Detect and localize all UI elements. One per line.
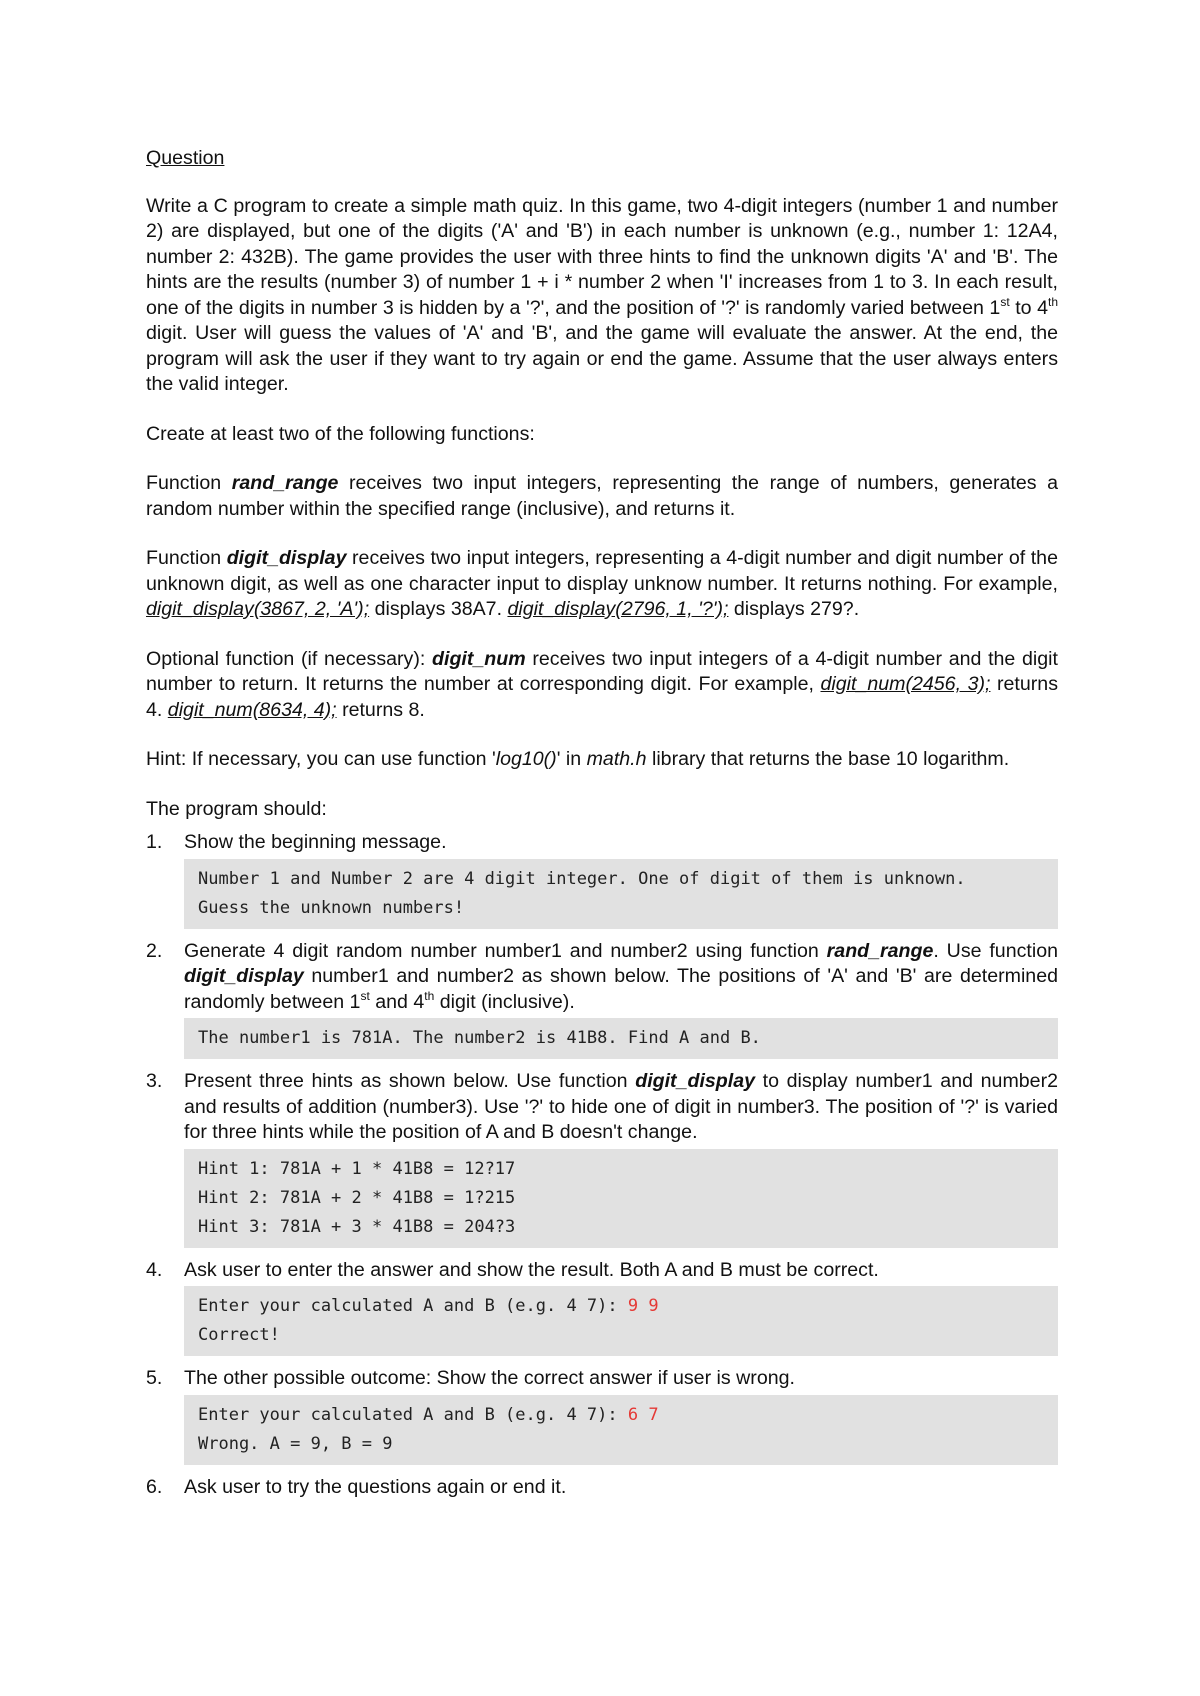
code-line: Correct! (198, 1325, 280, 1345)
code-line: Hint 1: 781A + 1 * 41B8 = 12?17 (198, 1158, 516, 1179)
text: Present three hints as shown below. Use function (184, 1070, 636, 1092)
function-name: digit_display (226, 547, 347, 569)
example-call: digit_num(8634, 4); (167, 698, 337, 721)
prompt-text: Enter your calculated A and B (e.g. 4 7): (198, 1296, 628, 1316)
functions-intro: Create at least two of the following functions: (146, 422, 535, 445)
text: Function (146, 547, 227, 569)
step-number: 4. (146, 1258, 163, 1281)
text: receives two input integers, representing the range of numbers, generates a random number within the specified range (inclusive), and returns it. (146, 472, 1058, 520)
code-block-hints (184, 1149, 1058, 1248)
step-number: 1. (146, 831, 163, 853)
intro-text: digit. User will guess the values of 'A' and 'B', and the game will evaluate the answer. At the end, the program will ask the user if they want to try again or end the game. Assume that the user always enters the valid integer. (146, 322, 1058, 395)
function-name: log10() (495, 748, 557, 770)
step-4 (146, 1258, 1058, 1357)
step-text (184, 1069, 1058, 1146)
text: Generate 4 digit random number number1 and number2 using function (184, 939, 827, 962)
text: displays 38A7. (369, 598, 508, 620)
text: . Use function (933, 939, 1058, 962)
step-1 (146, 830, 1058, 929)
intro-text: Write a C program to create a simple math quiz. In this game, two 4-digit integers (number 1 and number 2) are displayed, but one of the digits ('A' and 'B') in each number is unknown (e.g., number 1: 12A4, number 2: 432B). The game provides the user with three hints to find the unknown digits 'A' and 'B'. The hints are the results (number 3) of number 1 + i * number 2 when 'I' increases from 1 to 3. In each result, one of the digits in number 3 is hidden by a '?', and the position of '?' is randomly varied between 1 (146, 194, 1058, 319)
step-number: 2. (146, 939, 163, 962)
prompt-text: Enter your calculated A and B (e.g. 4 7): (198, 1404, 628, 1425)
text: receives two input integers of a 4-digit number and the digit number to return. It returns the number at corresponding digit. For example, (146, 647, 1058, 695)
steps-list (146, 830, 1058, 1500)
code-block-correct (184, 1286, 1058, 1356)
code-block-numbers (184, 1018, 1058, 1059)
function-name: digit_num (432, 647, 526, 670)
step-text: Show the beginning message. (184, 831, 447, 853)
code-line: Guess the unknown numbers! (198, 897, 465, 918)
text: Optional function (if necessary): (146, 647, 433, 670)
step-6 (146, 1475, 1058, 1501)
step-text: Ask user to try the questions again or end it. (184, 1475, 567, 1498)
document-page (146, 146, 1058, 1510)
step-text (184, 939, 1058, 1016)
library-name: math.h (586, 748, 647, 770)
intro-text: to 4 (1009, 296, 1048, 319)
step-number: 6. (146, 1475, 163, 1498)
text: and 4 (369, 990, 425, 1013)
code-line (198, 1292, 1044, 1321)
code-block-wrong (184, 1395, 1058, 1465)
function-digit-num (146, 647, 1058, 724)
text: Function (146, 472, 232, 494)
step-number: 3. (146, 1070, 163, 1092)
intro-paragraph (146, 194, 1058, 398)
text: digit (inclusive). (434, 990, 575, 1013)
text: returns 4. (146, 673, 1058, 721)
step-3 (146, 1069, 1058, 1248)
code-line: Number 1 and Number 2 are 4 digit integer. One of digit of them is unknown. (198, 868, 966, 889)
function-digit-display (146, 546, 1058, 623)
code-line: Hint 2: 781A + 2 * 41B8 = 1?215 (198, 1187, 516, 1208)
code-block-beginning-message (184, 859, 1058, 929)
text: returns 8. (336, 698, 425, 721)
example-call: digit_display(3867, 2, 'A'); (146, 598, 370, 620)
code-line: The number1 is 781A. The number2 is 41B8. Find A and B. (198, 1028, 761, 1048)
step-number: 5. (146, 1367, 163, 1389)
superscript: st (1000, 294, 1010, 309)
superscript: th (1047, 294, 1058, 309)
superscript: th (424, 988, 435, 1003)
program-should: The program should: (146, 797, 327, 820)
text: displays 279?. (728, 598, 860, 620)
superscript: st (360, 988, 370, 1003)
step-5 (146, 1366, 1058, 1465)
code-line: Wrong. A = 9, B = 9 (198, 1433, 393, 1454)
example-call: digit_display(2796, 1, '?'); (507, 598, 729, 620)
code-line (198, 1401, 1044, 1430)
function-name: rand_range (826, 939, 934, 962)
example-call: digit_num(2456, 3); (820, 673, 991, 695)
text: ' in (556, 748, 587, 770)
text: Hint: If necessary, you can use function ' (146, 748, 496, 770)
heading: Question (146, 147, 225, 169)
code-line: Hint 3: 781A + 3 * 41B8 = 204?3 (198, 1216, 516, 1237)
text: library that returns the base 10 logarithm. (646, 748, 1010, 770)
step-text: Ask user to enter the answer and show the result. Both A and B must be correct. (184, 1258, 879, 1281)
text: number1 and number2 as shown below. The positions of 'A' and 'B' are determined randomly between 1 (184, 965, 1058, 1013)
step-2 (146, 939, 1058, 1060)
hint-paragraph (146, 747, 1058, 773)
step-text: The other possible outcome: Show the correct answer if user is wrong. (184, 1367, 795, 1389)
function-name: digit_display (184, 965, 304, 987)
function-rand-range (146, 471, 1058, 522)
text: to display number1 and number2 and results of addition (number3). Use '?' to hide one of digit in number3. The position of '?' is varied for three hints while the position of A and B doesn't change. (184, 1070, 1058, 1143)
user-input: 6 7 (627, 1404, 659, 1425)
function-name: rand_range (231, 472, 339, 494)
function-name: digit_display (635, 1070, 755, 1092)
text: receives two input integers, representing a 4-digit number and digit number of the unknown digit, as well as one character input to display unknow number. It returns nothing. For example, (146, 547, 1058, 595)
user-input: 9 9 (627, 1296, 659, 1316)
